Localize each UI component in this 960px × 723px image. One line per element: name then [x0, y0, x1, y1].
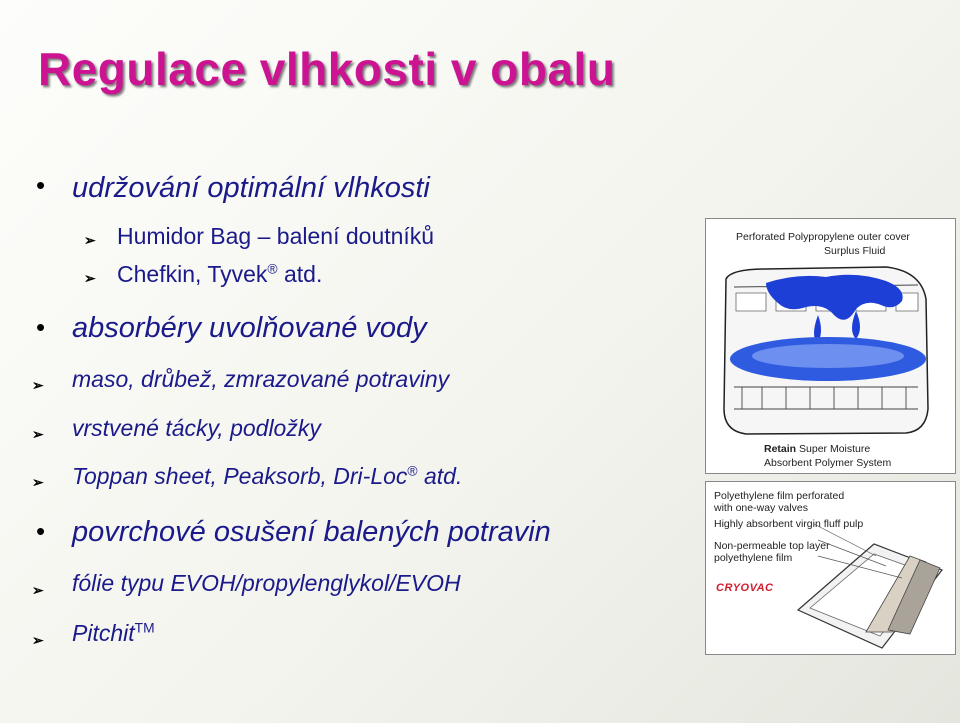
arrow-bullet-icon: ➢: [32, 632, 44, 648]
retain-label: Retain: [764, 443, 797, 455]
sub-item: fólie typu EVOH/propylenglykol/EVOH: [72, 570, 461, 596]
sub-item: [72, 463, 462, 490]
sub-item-text: Toppan sheet, Peaksorb, Dri-Loc: [72, 463, 408, 489]
registered-mark: ®: [267, 261, 278, 277]
figure1-label: Surplus Fluid: [824, 245, 886, 257]
bullet-dot-icon: •: [36, 170, 46, 200]
sub-item: [72, 620, 155, 647]
bullet-dot-icon: •: [36, 516, 46, 546]
arrow-bullet-icon: ➢: [32, 377, 44, 393]
figure2-label: Non-permeable top layer: [714, 540, 830, 552]
sub-item: [117, 261, 322, 288]
sub-item: maso, drůbež, zmrazované potraviny: [72, 366, 450, 392]
figure1-label: [764, 443, 870, 455]
bullet-item: povrchové osušení balených potravin: [72, 516, 551, 548]
figure2-label: with one-way valves: [714, 502, 808, 514]
arrow-bullet-icon: ➢: [84, 232, 96, 248]
cryovac-tray-diagram: [705, 481, 956, 655]
bullet-item: udržování optimální vlhkosti: [72, 172, 430, 204]
slide-title: Regulace vlhkosti v obalu: [38, 43, 616, 95]
cryovac-logo: CRYOVAC: [716, 582, 774, 594]
sub-item: vrstvené tácky, podložky: [72, 415, 321, 441]
figure2-label: polyethylene film: [714, 552, 793, 564]
registered-mark: ®: [407, 463, 418, 479]
figure1-label-rest: Super Moisture: [796, 443, 871, 455]
figure1-label: Perforated Polypropylene outer cover: [736, 231, 910, 243]
arrow-bullet-icon: ➢: [32, 426, 44, 442]
sub-item-text: Pitchit: [72, 620, 135, 646]
bullet-item: absorbéry uvolňované vody: [72, 312, 427, 344]
figure2-label: Polyethylene film perforated: [714, 490, 845, 502]
arrow-bullet-icon: ➢: [84, 270, 96, 286]
sub-item: Humidor Bag – balení doutníků: [117, 223, 435, 249]
sub-item-tail: atd.: [277, 261, 323, 287]
bullet-dot-icon: •: [36, 312, 46, 342]
arrow-bullet-icon: ➢: [32, 582, 44, 598]
arrow-bullet-icon: ➢: [32, 474, 44, 490]
sub-item-tail: atd.: [417, 463, 463, 489]
sub-item-text: Chefkin, Tyvek: [117, 261, 268, 287]
trademark-mark: TM: [134, 620, 155, 636]
figure2-label: Highly absorbent virgin fluff pulp: [714, 518, 864, 530]
absorbent-pad-illustration: [706, 219, 955, 473]
absorbent-pad-diagram: [705, 218, 956, 474]
figure1-label: Absorbent Polymer System: [764, 457, 892, 469]
